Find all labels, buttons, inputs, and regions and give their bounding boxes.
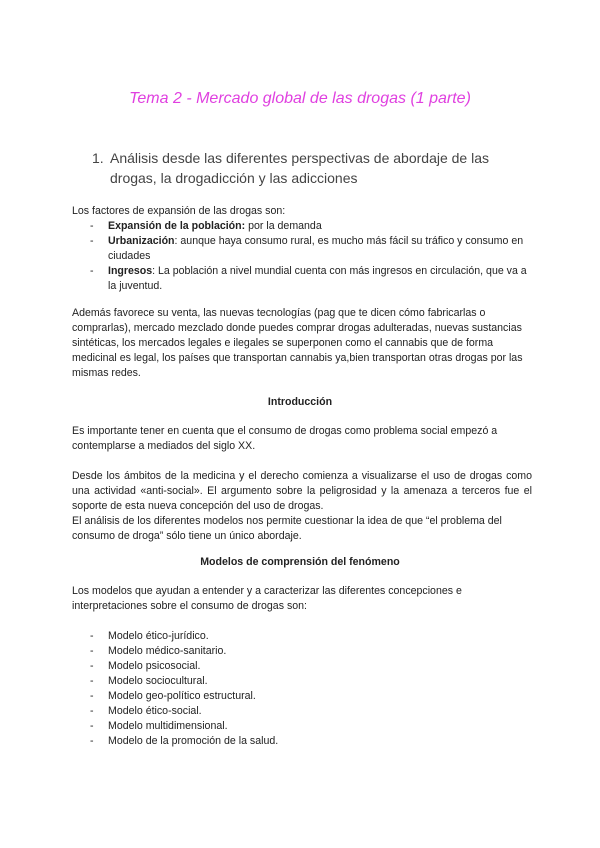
factor-term: Expansión de la población: xyxy=(108,220,246,232)
list-item xyxy=(72,234,532,264)
paragraph-favorece: Además favorece su venta, las nuevas tecnologías (pag que te dicen cómo fabricarlas o comprarlas), mercado mezclado donde puedes comprar drogas adulteradas, nuevas sustancias sintéticas, los mercados legales e ilegales se superponen como el cannabis que de forma medicinal es legal, los países que transportan cannabis ya,bien transportan otras drogas por las mismas redes. xyxy=(72,307,523,379)
modelo-label: Modelo multidimensional. xyxy=(108,720,228,732)
modelo-label: Modelo psicosocial. xyxy=(108,660,201,672)
section-heading-1 xyxy=(92,148,512,188)
bullet-dash: - xyxy=(90,645,94,657)
section-number: 1. xyxy=(92,150,104,166)
list-item xyxy=(72,644,532,659)
list-item xyxy=(72,264,532,294)
list-item xyxy=(72,704,532,719)
modelo-label: Modelo sociocultural. xyxy=(108,675,208,687)
page-title: Tema 2 - Mercado global de las drogas (1 parte) xyxy=(129,90,471,107)
factor-term: Urbanización xyxy=(108,235,175,247)
list-item xyxy=(72,219,532,234)
modelo-label: Modelo ético-jurídico. xyxy=(108,630,209,642)
list-item xyxy=(72,659,532,674)
factor-desc: : aunque haya consumo rural, es mucho más fácil su tráfico y consumo en ciudades xyxy=(108,235,524,262)
modelo-label: Modelo de la promoción de la salud. xyxy=(108,735,279,747)
modelo-label: Modelo médico-sanitario. xyxy=(108,645,227,657)
bullet-dash: - xyxy=(90,690,94,702)
bullet-dash: - xyxy=(90,705,94,717)
heading-introduccion: Introducción xyxy=(267,396,333,408)
factor-desc: por la demanda xyxy=(245,220,322,232)
section-title: Análisis desde las diferentes perspectivas de abordaje de las drogas, la drogadicción y las adicciones xyxy=(110,150,490,186)
modelo-label: Modelo ético-social. xyxy=(108,705,202,717)
modelo-label: Modelo geo-político estructural. xyxy=(108,690,256,702)
factors-list xyxy=(72,219,532,294)
list-item xyxy=(72,674,532,689)
intro-paragraph-2: Desde los ámbitos de la medicina y el derecho comienza a visualizarse el uso de drogas como una actividad «anti-social». El argumento sobre la peligrosidad y la amenaza a terceros fue el soporte de esta nueva concepción del uso de drogas. xyxy=(72,470,532,512)
intro-paragraph-1: Es importante tener en cuenta que el consumo de drogas como problema social empezó a contemplarse a mediados del siglo XX. xyxy=(72,425,498,452)
factor-desc: : La población a nivel mundial cuenta con más ingresos en circulación, que va a la juventud. xyxy=(108,265,527,292)
modelos-intro: Los modelos que ayudan a entender y a caracterizar las diferentes concepciones e interpretaciones sobre el consumo de drogas son: xyxy=(72,585,462,612)
bullet-dash: - xyxy=(90,265,94,277)
intro-paragraphs xyxy=(72,469,532,544)
list-item xyxy=(72,689,532,704)
bullet-dash: - xyxy=(90,630,94,642)
factors-intro: Los factores de expansión de las drogas son: xyxy=(72,205,286,217)
bullet-dash: - xyxy=(90,675,94,687)
bullet-dash: - xyxy=(90,235,94,247)
bullet-dash: - xyxy=(90,220,94,232)
modelos-list xyxy=(72,629,532,749)
bullet-dash: - xyxy=(90,735,94,747)
bullet-dash: - xyxy=(90,660,94,672)
heading-modelos: Modelos de comprensión del fenómeno xyxy=(200,556,400,568)
factors-block xyxy=(72,204,532,294)
factor-term: Ingresos xyxy=(108,265,153,277)
list-item xyxy=(72,719,532,734)
list-item xyxy=(72,629,532,644)
list-item xyxy=(72,734,532,749)
intro-paragraph-3: El análisis de los diferentes modelos nos permite cuestionar la idea de que “el problema del consumo de droga” sólo tiene un único abordaje. xyxy=(72,515,502,542)
bullet-dash: - xyxy=(90,720,94,732)
